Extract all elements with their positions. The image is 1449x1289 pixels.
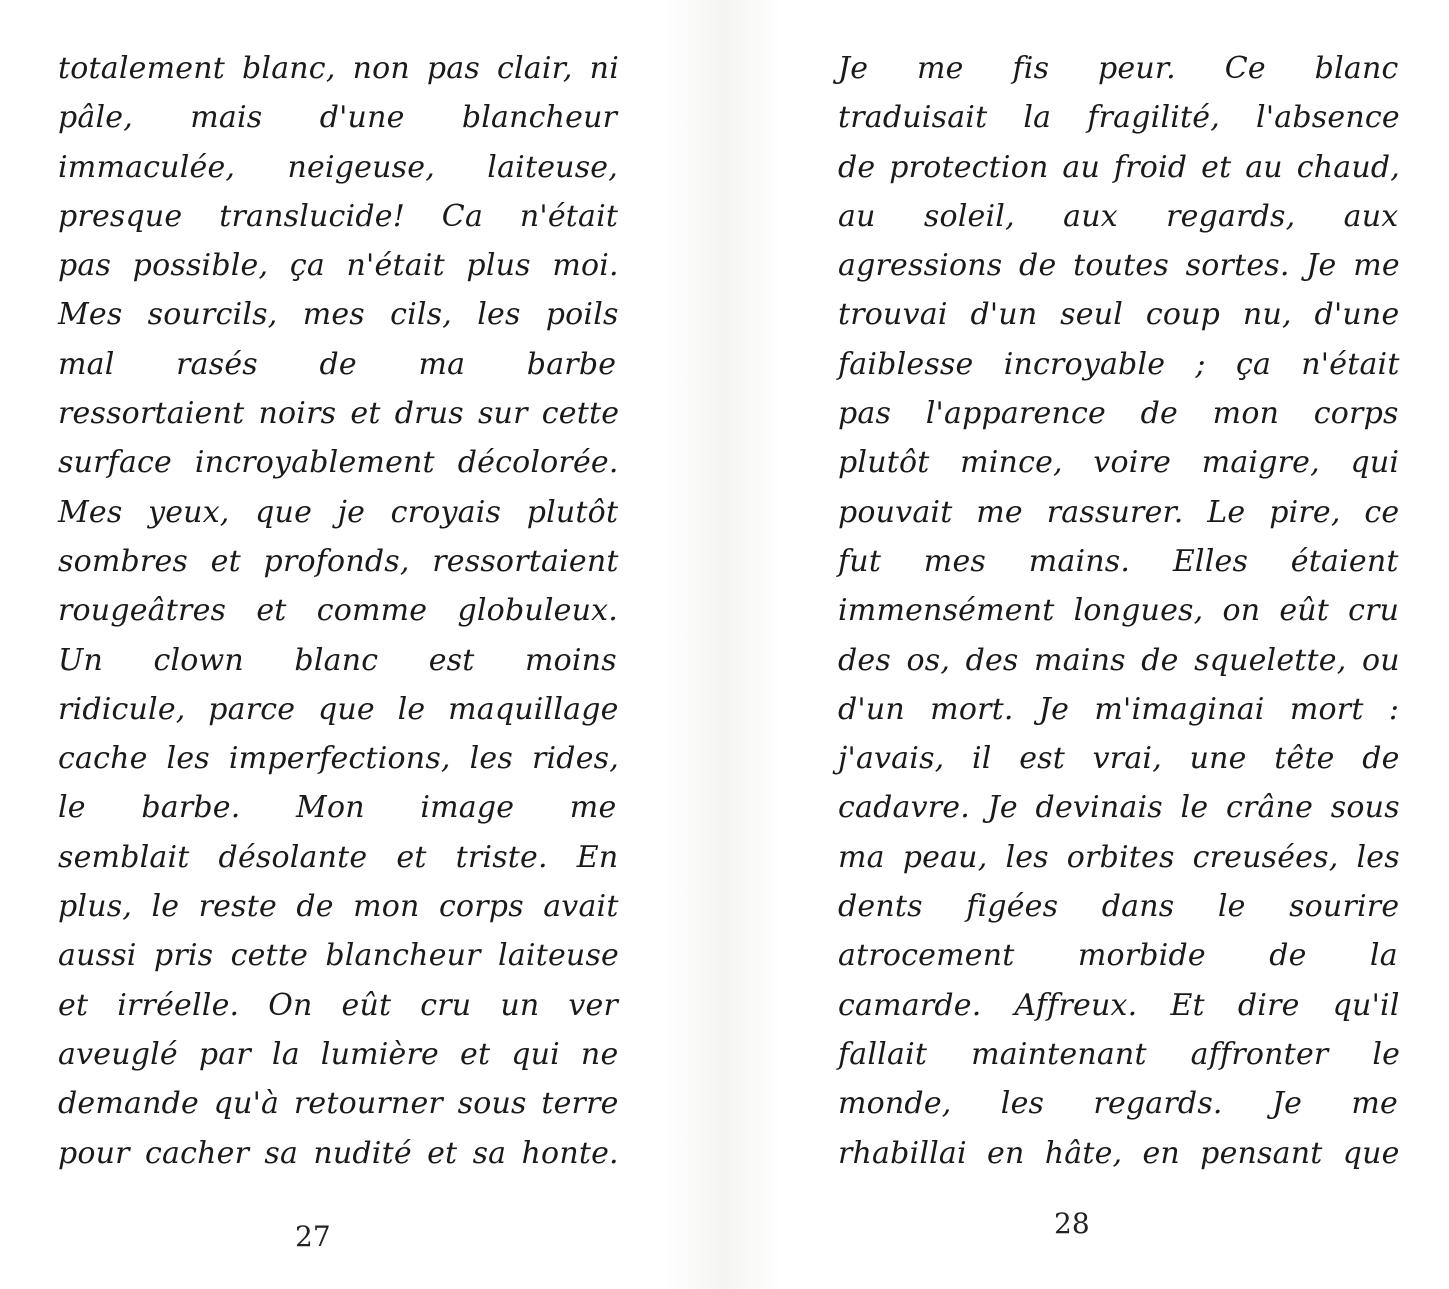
text-line: au soleil, aux regards, aux — [838, 198, 1399, 234]
text-line: j'avais, il est vrai, une tête de — [838, 741, 1400, 777]
text-line: immaculée, neigeuse, laiteuse, — [58, 149, 618, 185]
right-page — [724, 0, 1449, 1289]
text-line: fallait maintenant affronter le — [838, 1036, 1401, 1072]
text-line: aveuglé par la lumière et qui ne — [58, 1036, 619, 1072]
text-line: sombres et profonds, ressortaient — [58, 543, 619, 579]
text-line: semblait désolante et triste. En — [58, 839, 619, 875]
text-line: rougeâtres et comme globuleux. — [58, 593, 618, 629]
text-line: d'un mort. Je m'imaginai mort : — [838, 691, 1400, 727]
text-line: Mes yeux, que je croyais plutôt — [58, 494, 619, 530]
text-line: des os, des mains de squelette, ou — [838, 642, 1400, 678]
text-line: mal rasés de ma barbe — [58, 346, 617, 382]
left-page — [0, 0, 724, 1289]
text-line: le barbe. Mon image me — [58, 790, 617, 826]
text-line: Mes sourcils, mes cils, les poils — [58, 297, 619, 333]
text-line: faiblesse incroyable ; ça n'était — [838, 346, 1400, 382]
text-line: surface incroyablement décolorée. — [58, 445, 619, 481]
text-line: plutôt mince, voire maigre, qui — [838, 445, 1400, 481]
text-line: demande qu'à retourner sous terre — [58, 1086, 619, 1122]
text-line: agressions de toutes sortes. Je me — [838, 248, 1400, 284]
text-line: aussi pris cette blancheur laiteuse — [58, 938, 619, 974]
text-line: Je me fis peur. Ce blanc — [838, 51, 1399, 86]
text-line: de protection au froid et au chaud, — [838, 149, 1400, 185]
text-line: plus, le reste de mon corps avait — [58, 889, 619, 925]
text-line: ridicule, parce que le maquillage — [58, 691, 619, 727]
text-line: pas possible, ça n'était plus moi. — [58, 248, 619, 284]
text-line: pas l'apparence de mon corps — [838, 396, 1399, 432]
text-line: ressortaient noirs et drus sur cette — [58, 396, 620, 432]
text-line: traduisait la fragilité, l'absence — [838, 100, 1400, 136]
right-page-text — [838, 0, 1401, 1178]
text-line: camarde. Affreux. Et dire qu'il — [838, 987, 1400, 1023]
text-line: rhabillai en hâte, en pensant que — [838, 1135, 1400, 1171]
text-line: cadavre. Je devinais le crâne sous — [838, 790, 1400, 826]
text-line: Un clown blanc est moins — [58, 642, 617, 678]
text-line: et irréelle. On eût cru un ver — [58, 987, 618, 1023]
left-page-text — [58, 0, 620, 1178]
text-line: monde, les regards. Je me — [838, 1086, 1398, 1122]
text-line: presque translucide! Ca n'était — [58, 198, 619, 234]
text-line: pour cacher sa nudité et sa honte. — [58, 1135, 619, 1171]
text-line: dents figées dans le sourire — [838, 889, 1400, 925]
text-line: pâle, mais d'une blancheur — [58, 100, 618, 136]
text-line: fut mes mains. Elles étaient — [838, 543, 1399, 579]
text-line: ma peau, les orbites creusées, les — [838, 839, 1400, 875]
text-line: totalement blanc, non pas clair, ni — [58, 51, 619, 86]
text-line: immensément longues, on eût cru — [838, 593, 1400, 629]
text-line: cache les imperfections, les rides, — [58, 741, 619, 777]
text-line: pouvait me rassurer. Le pire, ce — [838, 494, 1400, 530]
text-line: trouvai d'un seul coup nu, d'une — [838, 297, 1400, 333]
page-number: 28 — [1054, 1207, 1090, 1240]
text-line: atrocement morbide de la — [838, 938, 1398, 974]
page-number: 27 — [295, 1220, 331, 1253]
